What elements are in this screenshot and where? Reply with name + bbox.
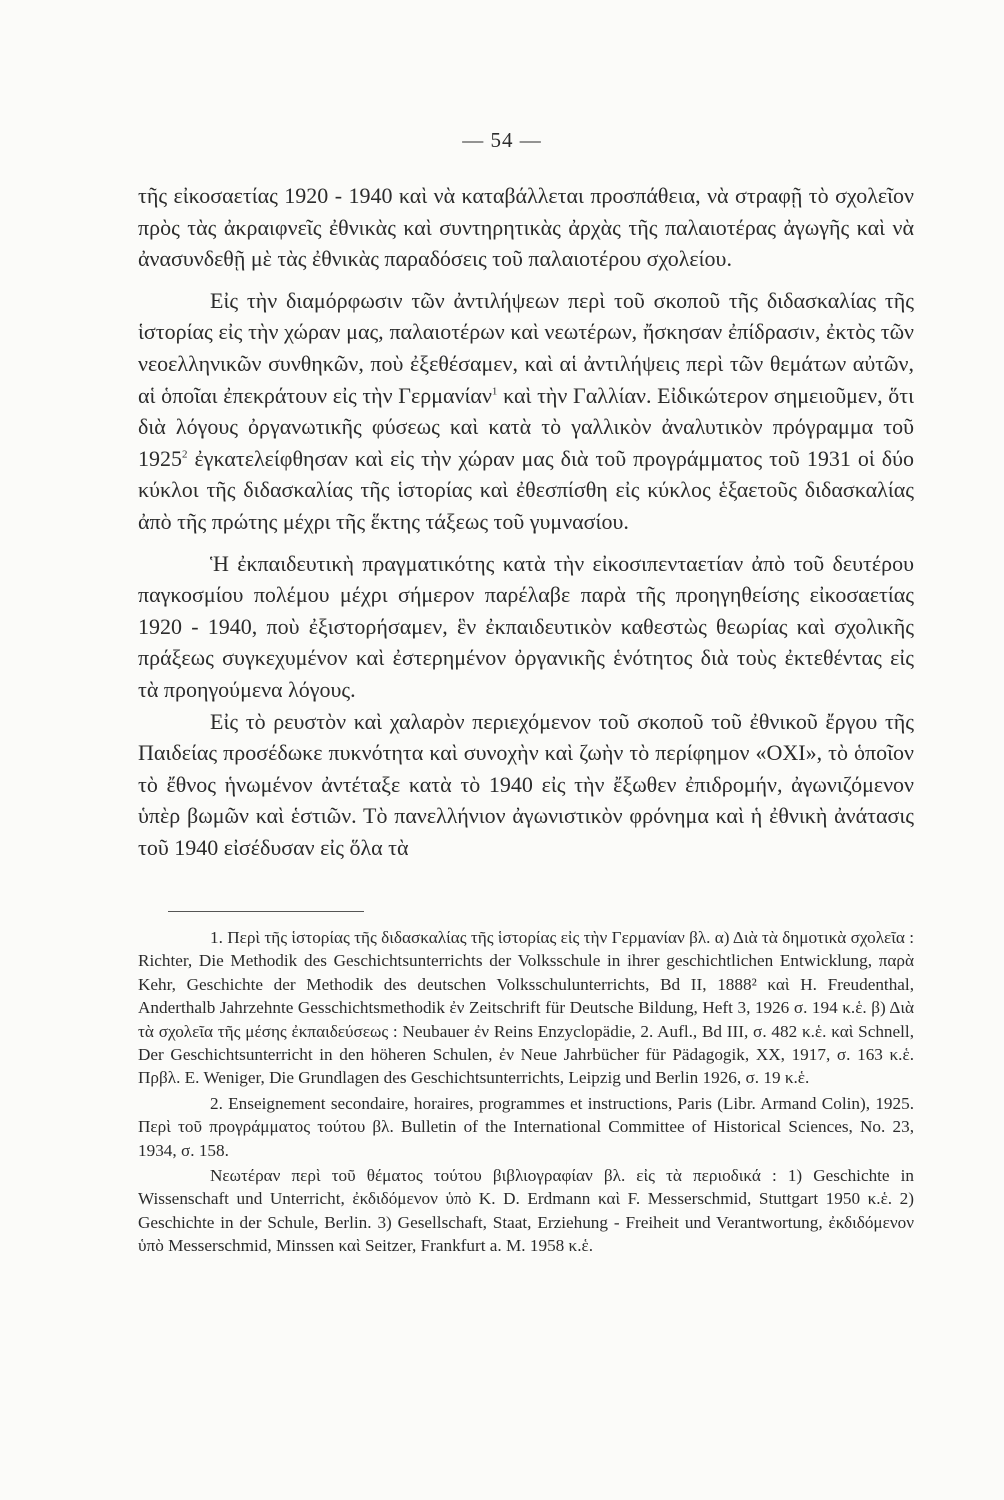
footnote-3: Νεωτέραν περὶ τοῦ θέματος τούτου βιβλιογραφίαν βλ. εἰς τὰ περιοδικά : 1) Geschichte in Wissenschaft und Unterricht, ἐκδιδόμενον ὑπὸ K. D. Erdmann καὶ F. Messerschmid, Stuttgart 1950 κ.ἑ. 2) Geschichte in der Schule, Berlin. 3) Gesellschaft, Staat, Erziehung - Freiheit und Verantwortung, ἐκδιδόμενον ὑπὸ Messerschmid, Minssen καὶ Seitzer, Frankfurt a. M. 1958 κ.ἑ. bbox=[138, 1166, 914, 1256]
paragraph-2-part-a: Εἰς τὴν διαμόρφωσιν τῶν ἀντιλήψεων περὶ τοῦ σκοποῦ τῆς διδασκαλίας τῆς ἱστορίας εἰς τὴν χώραν μας, παλαιοτέρων καὶ νεωτέρων, ἤσκησαν ἐπίδρασιν, ἐκτὸς τῶν νεοελληνικῶν συνθηκῶν, ποὺ ἐξεθέσαμεν, καὶ αἱ ἀντιλήψεις περὶ τῶν θεμάτων αὐτῶν, αἱ ὁποῖαι ἐπεκράτουν εἰς τὴν Γερμανίαν bbox=[138, 287, 914, 408]
paragraph-2-part-b: καὶ τὴν Γαλλίαν. Εἰδικώτερον σημειοῦμεν, ὅτι διὰ λόγους ὀργανωτικῆς φύσεως καὶ κατὰ τὸ γαλλικὸν ἀναλυτικὸν πρόγραμμα τοῦ 1925 bbox=[138, 382, 914, 471]
paragraph-4: Εἰς τὸ ρευστὸν καὶ χαλαρὸν περιεχόμενον τοῦ σκοποῦ τοῦ ἐθνικοῦ ἔργου τῆς Παιδείας προσέδωκε πυκνότητα καὶ συνοχὴν καὶ ζωὴν τὸ περίφημον «ΟΧΙ», τὸ ὁποῖον τὸ ἔθνος ἡνωμένον ἀντέταξε κατὰ τὸ 1940 εἰς τὴν ἔξωθεν ἐπιδρομήν, ἀγωνιζόμενον ὑπὲρ βωμῶν καὶ ἑστιῶν. Τὸ πανελλήνιον ἀγωνιστικὸν φρόνημα καὶ ἡ ἐθνικὴ ἀνάτασις τοῦ 1940 εἰσέδυσαν εἰς ὅλα τὰ bbox=[138, 708, 914, 860]
footnote-1: 1. Περὶ τῆς ἱστορίας τῆς διδασκαλίας τῆς ἱστορίας εἰς τὴν Γερμανίαν βλ. α) Διὰ τὰ δημοτικὰ σχολεῖα : Richter, Die Methodik des Geschichtsunterrichts der Volksschule in ihrer geschichtlichen Entwicklung, παρὰ Kehr, Geschichte der Methodik des deutschen Volksschulunterrichts, Bd II, 1888² καὶ H. Freudenthal, Anderthalb Jahrzehnte Gesschichtsmethodik ἐν Zeitschrift für Deutsche Bildung, Heft 3, 1926 σ. 194 κ.ἑ. β) Διὰ τὰ σχολεῖα τῆς μέσης ἐκπαιδεύσεως : Neubauer ἐν Reins Enzyclopädie, 2. Aufl., Bd III, σ. 482 κ.ἑ. καὶ Schnell, Der Geschichtsunterricht in den höheren Schulen, ἐν Neue Jahrbücher für Pädagogik, XX, 1917, σ. 163 κ.ἑ. Πρβλ. E. Weniger, Die Grundlagen des Geschichtsunterrichts, Leipzig und Berlin 1926, σ. 19 κ.ἑ. bbox=[138, 928, 914, 1088]
footnotes bbox=[138, 926, 914, 1258]
paragraph-3: Ἡ ἐκπαιδευτικὴ πραγματικότης κατὰ τὴν εἰκοσιπενταετίαν ἀπὸ τοῦ δευτέρου παγκοσμίου πολέμου μέχρι σήμερον παρέλαβε παρὰ τῆς προηγηθείσης εἰκοσαετίας 1920 - 1940, ποὺ ἐξιστορήσαμεν, ἓν ἐκπαιδευτικὸν καθεστὼς θεωρίας καὶ σχολικῆς πράξεως συγκεχυμένον καὶ ἐστερημένον ὀργανικῆς ἑνότητος διὰ τοὺς ἐκτεθέντας εἰς τὰ προηγούμενα λόγους. bbox=[138, 550, 914, 702]
paragraph-2 bbox=[138, 285, 914, 538]
footnote-ref-2: 2 bbox=[182, 448, 188, 461]
paragraph-1: τῆς εἰκοσαετίας 1920 - 1940 καὶ νὰ καταβάλλεται προσπάθεια, νὰ στραφῇ τὸ σχολεῖον πρὸς τὰς ἀκραιφνεῖς ἐθνικὰς καὶ συντηρητικὰς ἀρχὰς τῆς παλαιοτέρας ἀγωγῆς καὶ νὰ ἀνασυνδεθῇ μὲ τὰς ἐθνικὰς παραδόσεις τοῦ παλαιοτέρου σχολείου. bbox=[138, 183, 914, 272]
paragraph-2-part-c: ἐγκατελείφθησαν καὶ εἰς τὴν χώραν μας διὰ τοῦ προγράμματος τοῦ 1931 οἱ δύο κύκλοι τῆς διδασκαλίας τῆς ἱστορίας καὶ ἐθεσπίσθη εἰς κύκλος ἑξαετοῦς διδασκαλίας ἀπὸ τῆς πρώτης μέχρι τῆς ἕκτης τάξεως τοῦ γυμνασίου. bbox=[138, 445, 914, 534]
main-text bbox=[138, 180, 914, 863]
footnote-ref-1: 1 bbox=[491, 385, 498, 398]
page-number: — 54 — bbox=[462, 128, 542, 152]
footnote-divider bbox=[168, 911, 364, 912]
footnote-2: 2. Enseignement secondaire, horaires, programmes et instructions, Paris (Libr. Armand Colin), 1925. Περὶ τοῦ προγράμματος τούτου βλ. Bulletin of the International Committee of Historical Sciences, No. 23, 1934, σ. 158. bbox=[138, 1093, 914, 1160]
